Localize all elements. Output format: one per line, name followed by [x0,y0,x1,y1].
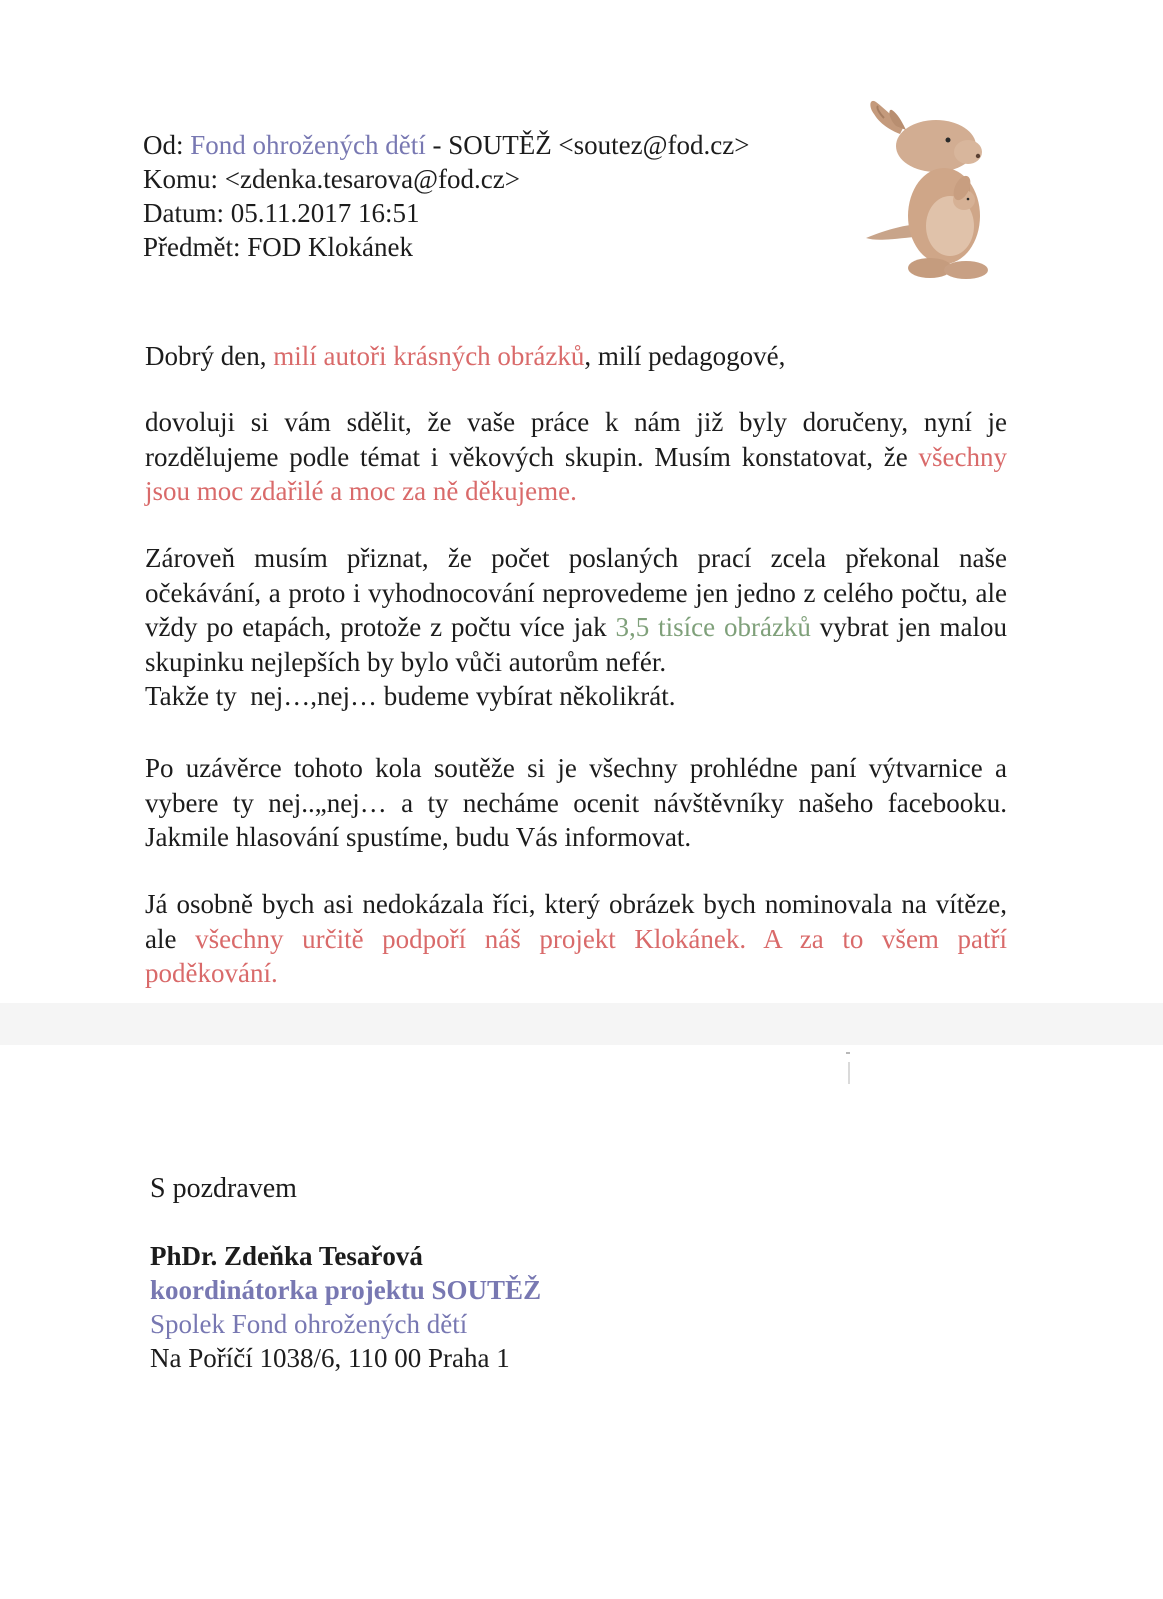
signature-role: koordinátorka projektu SOUTĚŽ [150,1275,542,1305]
email-header [143,128,749,264]
from-line [143,128,749,162]
from-label: Od: [143,130,184,160]
signature-name: PhDr. Zdeňka Tesařová [150,1241,423,1271]
date-label: Datum: [143,198,224,228]
paragraph-2-text-before: Zároveň musím přiznat, že počet poslaných prací zcela překonal naše očekávání, a proto i vyhodnocování neprovedeme jen jedno z celého počtu, ale vždy po etapách, protože z počtu více jak [145,543,1007,642]
signature-block [150,1239,541,1375]
subject-label: Předmět: [143,232,241,262]
to-label: Komu: [143,164,219,194]
greeting [145,339,1007,374]
signoff: S pozdravem [150,1173,297,1204]
signature-organization: Spolek Fond ohrožených dětí [150,1309,468,1339]
scan-speck [848,1062,850,1084]
scan-speck [846,1052,850,1054]
paragraph-1-text: dovoluji si vám sdělit, že vaše práce k nám již byly doručeny, nyní je rozdělujeme podle témat i věkových skupin. Musím konstatovat, že [145,407,1007,472]
kangaroo-plush-icon [866,96,1006,286]
subject-line [143,230,749,264]
signature-address: Na Poříčí 1038/6, 110 00 Praha 1 [150,1343,510,1373]
date-value: 05.11.2017 16:51 [224,198,420,228]
paragraph-3-text: Po uzávěrce tohoto kola soutěže si je všechny prohlédne paní výtvarnice a vybere ty nej..„nej… a ty necháme ocenit návštěvníky našeho facebooku. Jakmile hlasování spustíme, budu Vás informovat. [145,753,1007,852]
paragraph-3 [145,751,1007,855]
greeting-end: , milí pedagogové, [584,341,786,371]
to-line [143,162,749,196]
to-value: <zdenka.tesarova@fod.cz> [218,164,520,194]
paragraph-2-last-line: Takže ty nej…,nej… budeme vybírat několikrát. [145,681,676,711]
paragraph-4 [145,887,1007,991]
paragraph-2 [145,541,1007,714]
paragraph-1 [145,405,1007,509]
from-name: Fond ohrožených dětí [190,130,426,160]
paragraph-2-highlight: 3,5 tisíce obrázků [615,612,811,642]
paragraph-2-text-after: vybrat jen malou skupinku nejlepších by bylo vůči autorům nefér. [145,612,1007,677]
greeting-start: Dobrý den, [145,341,274,371]
scan-band [0,1003,1163,1045]
from-rest: - SOUTĚŽ <soutez@fod.cz> [425,130,750,160]
subject-value: FOD Klokánek [240,232,413,262]
paragraph-1-highlight: všechny jsou moc zdařilé a moc za ně děkujeme. [145,441,1007,506]
date-line [143,196,749,230]
paragraph-4-text: Já osobně bych asi nedokázala říci, který obrázek bych nominovala na vítěze, ale [145,889,1007,954]
paragraph-4-highlight: všechny určitě podpoří náš projekt Klokánek. A za to všem patří poděkování. [145,923,1007,988]
greeting-highlight: milí autoři krásných obrázků [273,341,585,371]
